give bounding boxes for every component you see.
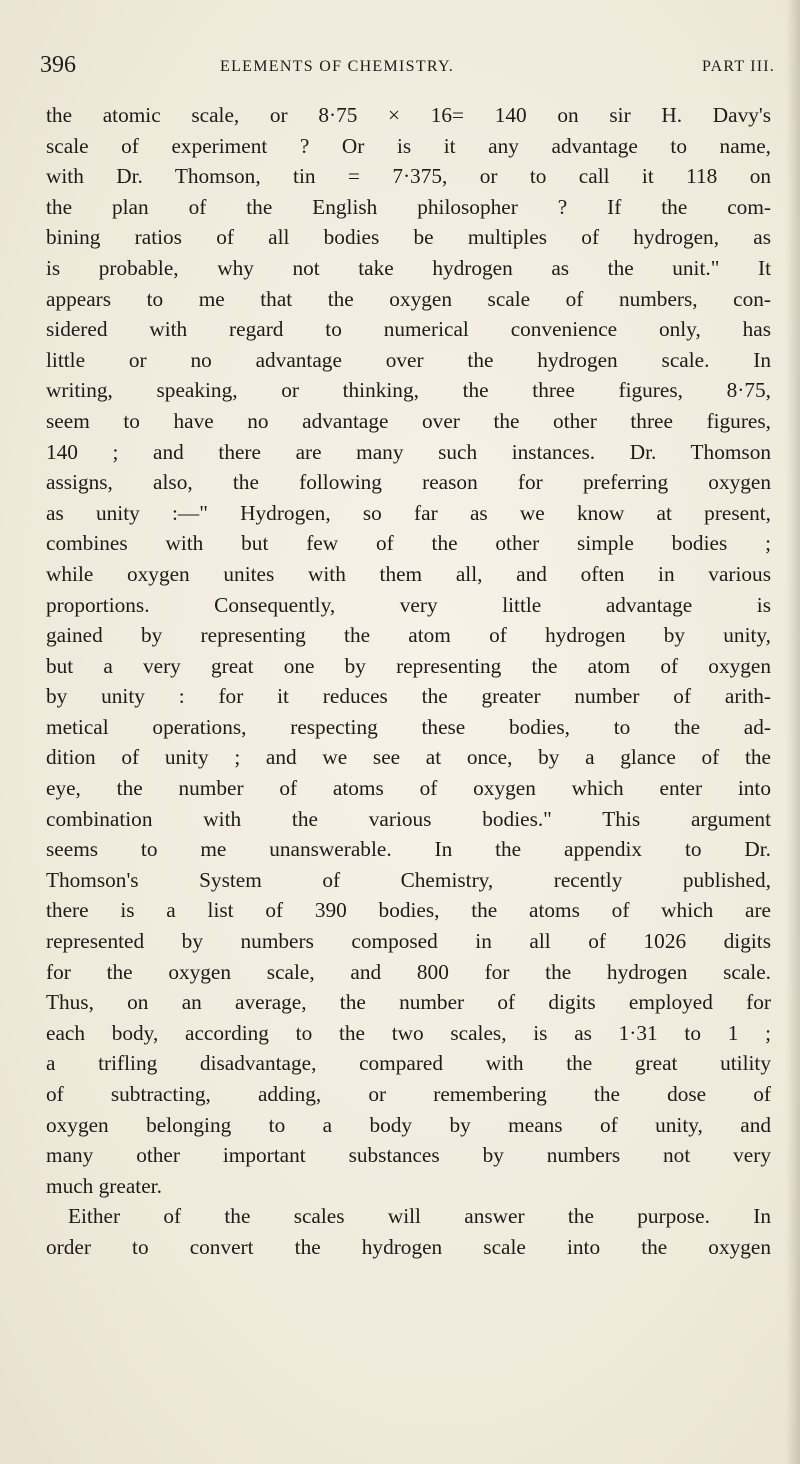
text-line: 140 ; and there are many such instances. Dr. Thomson: [46, 439, 771, 464]
text-line: while oxygen unites with them all, and often in various: [46, 561, 771, 586]
text-line: Thus, on an average, the number of digits employed for: [46, 990, 771, 1015]
text-line: scale of experiment ? Or is it any advantage to name,: [46, 133, 771, 158]
text-line: combines with but few of the other simple bodies ;: [46, 531, 771, 556]
text-line: a trifling disadvantage, compared with the great utility: [46, 1051, 771, 1076]
text-line: represented by numbers composed in all of 1026 digits: [46, 929, 771, 954]
text-line: proportions. Consequently, very little advantage is: [46, 592, 771, 617]
running-header: [40, 52, 775, 82]
text-line: dition of unity ; and we see at once, by a glance of the: [46, 745, 771, 770]
text-line: the plan of the English philosopher ? If the com-: [46, 194, 771, 219]
text-line: gained by representing the atom of hydrogen by unity,: [46, 623, 771, 648]
text-line: assigns, also, the following reason for preferring oxygen: [46, 470, 771, 495]
text-line: with Dr. Thomson, tin = 7·375, or to call it 118 on: [46, 164, 771, 189]
text-line: eye, the number of atoms of oxygen which enter into: [46, 776, 771, 801]
text-line: oxygen belonging to a body by means of unity, and: [46, 1112, 771, 1137]
text-line: bining ratios of all bodies be multiples of hydrogen, as: [46, 225, 771, 250]
running-title: ELEMENTS OF CHEMISTRY.: [220, 58, 455, 75]
text-line: seem to have no advantage over the other three figures,: [46, 408, 771, 433]
page-edge-shadow: [786, 0, 800, 1464]
text-line: by unity : for it reduces the greater number of arith-: [46, 684, 771, 709]
text-line: but a very great one by representing the atom of oxygen: [46, 653, 771, 678]
part-label: PART III.: [702, 58, 775, 75]
text-line: much greater.: [46, 1173, 162, 1198]
text-line: for the oxygen scale, and 800 for the hydrogen scale.: [46, 959, 771, 984]
text-line: appears to me that the oxygen scale of numbers, con-: [46, 286, 771, 311]
text-line: little or no advantage over the hydrogen scale. In: [46, 347, 771, 372]
text-line: writing, speaking, or thinking, the three figures, 8·75,: [46, 378, 771, 403]
text-line: as unity :—" Hydrogen, so far as we know at present,: [46, 500, 771, 525]
text-line: the atomic scale, or 8·75 × 16= 140 on sir H. Davy's: [46, 103, 771, 127]
text-line: order to convert the hydrogen scale into the oxygen: [46, 1234, 771, 1259]
text-line: seems to me unanswerable. In the appendix to Dr.: [46, 837, 771, 862]
body-text: [46, 100, 771, 1263]
text-line: combination with the various bodies." This argument: [46, 806, 771, 831]
text-line: there is a list of 390 bodies, the atoms of which are: [46, 898, 771, 923]
text-line: is probable, why not take hydrogen as the unit." It: [46, 255, 771, 280]
text-line: metical operations, respecting these bodies, to the ad-: [46, 714, 771, 739]
page-number: 396: [40, 52, 76, 78]
text-line: Thomson's System of Chemistry, recently published,: [46, 867, 771, 892]
text-line: many other important substances by numbers not very: [46, 1143, 771, 1168]
text-line: each body, according to the two scales, is as 1·31 to 1 ;: [46, 1020, 771, 1045]
text-line: sidered with regard to numerical convenience only, has: [46, 317, 771, 342]
text-line: of subtracting, adding, or remembering the dose of: [46, 1082, 771, 1106]
text-line: Either of the scales will answer the purpose. In: [68, 1204, 771, 1229]
